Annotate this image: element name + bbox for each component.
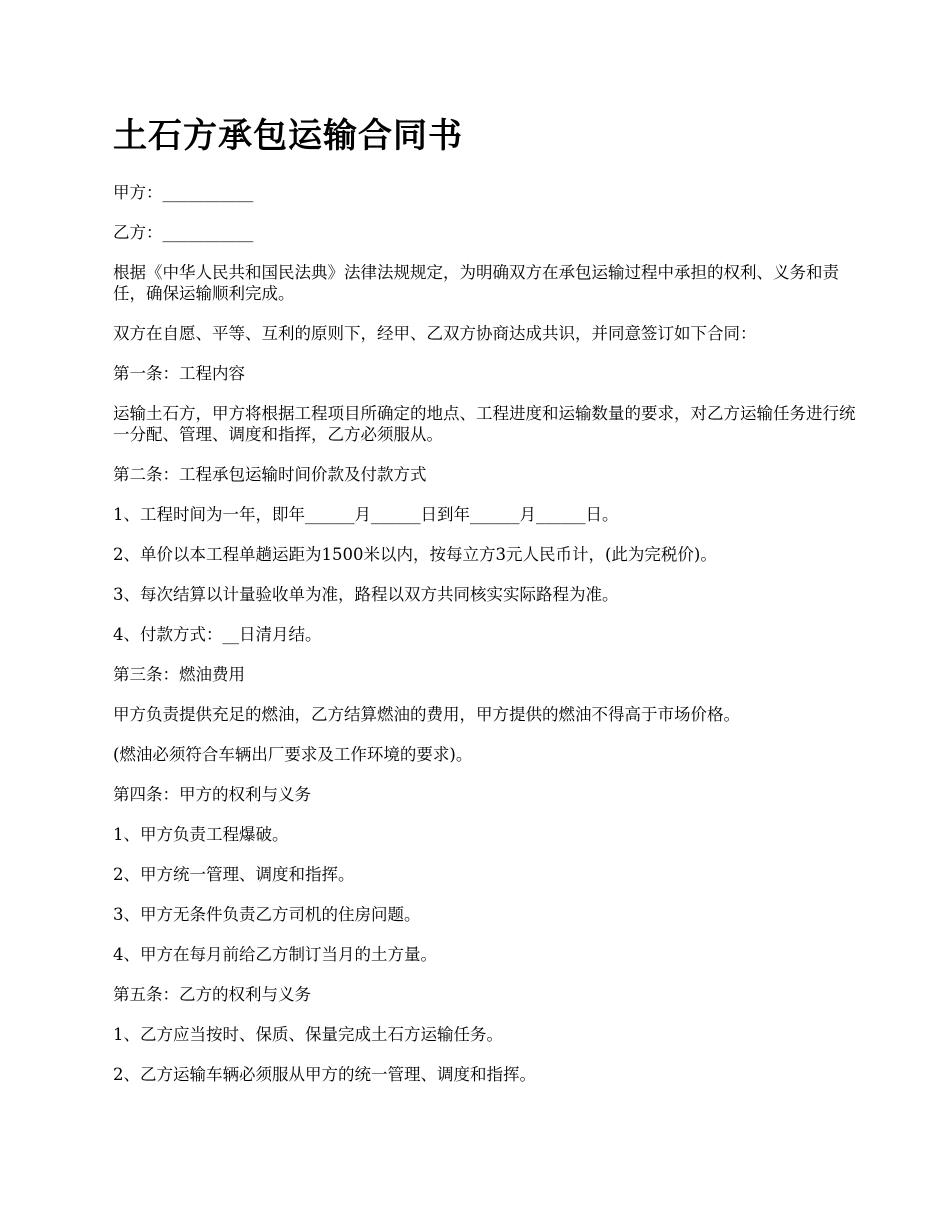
article-2-heading: 第二条：工程承包运输时间价款及付款方式	[113, 465, 427, 484]
article-1-heading: 第一条：工程内容	[113, 364, 245, 383]
article-2-item-2: 2、单价以本工程单趟运距为1500米以内，按每立方3元人民币计，(此为完税价)。	[113, 545, 717, 564]
preamble-paragraph: 根据《中华人民共和国民法典》法律法规规定，为明确双方在承包运输过程中承担的权利、义务和责任，确保运输顺利完成。	[113, 263, 839, 303]
article-2-item-4: 4、付款方式：__日清月结。	[113, 625, 322, 644]
article-4-heading: 第四条：甲方的权利与义务	[113, 785, 311, 804]
article-4-item-1: 1、甲方负责工程爆破。	[113, 825, 289, 844]
article-5-item-1: 1、乙方应当按时、保质、保量完成土石方运输任务。	[113, 1025, 503, 1044]
document-title: 土石方承包运输合同书	[113, 116, 463, 156]
party-a-line: 甲方：___________	[113, 183, 254, 202]
article-3-note: (燃油必须符合车辆出厂要求及工作环境的要求)。	[113, 745, 473, 764]
agreement-paragraph: 双方在自愿、平等、互利的原则下，经甲、乙双方协商达成共识，并同意签订如下合同：	[113, 324, 757, 343]
article-2-item-3: 3、每次结算以计量验收单为准，路程以双方共同核实实际路程为准。	[113, 585, 619, 604]
article-3-heading: 第三条：燃油费用	[113, 665, 245, 684]
article-3-body: 甲方负责提供充足的燃油，乙方结算燃油的费用，甲方提供的燃油不得高于市场价格。	[113, 705, 740, 724]
article-4-item-3: 3、甲方无条件负责乙方司机的住房问题。	[113, 905, 421, 924]
article-4-item-2: 2、甲方统一管理、调度和指挥。	[113, 865, 355, 884]
article-5-heading: 第五条：乙方的权利与义务	[113, 985, 311, 1004]
article-5-item-2: 2、乙方运输车辆必须服从甲方的统一管理、调度和指挥。	[113, 1065, 536, 1084]
article-1-body: 运输土石方，甲方将根据工程项目所确定的地点、工程进度和运输数量的要求，对乙方运输任务进行统一分配、管理、调度和指挥，乙方必须服从。	[113, 404, 856, 444]
document-page	[113, 112, 858, 1104]
article-2-item-1: 1、工程时间为一年，即年______月______日到年______月______日。	[113, 505, 619, 524]
article-4-item-4: 4、甲方在每月前给乙方制订当月的土方量。	[113, 945, 437, 964]
party-b-line: 乙方：___________	[113, 223, 254, 242]
